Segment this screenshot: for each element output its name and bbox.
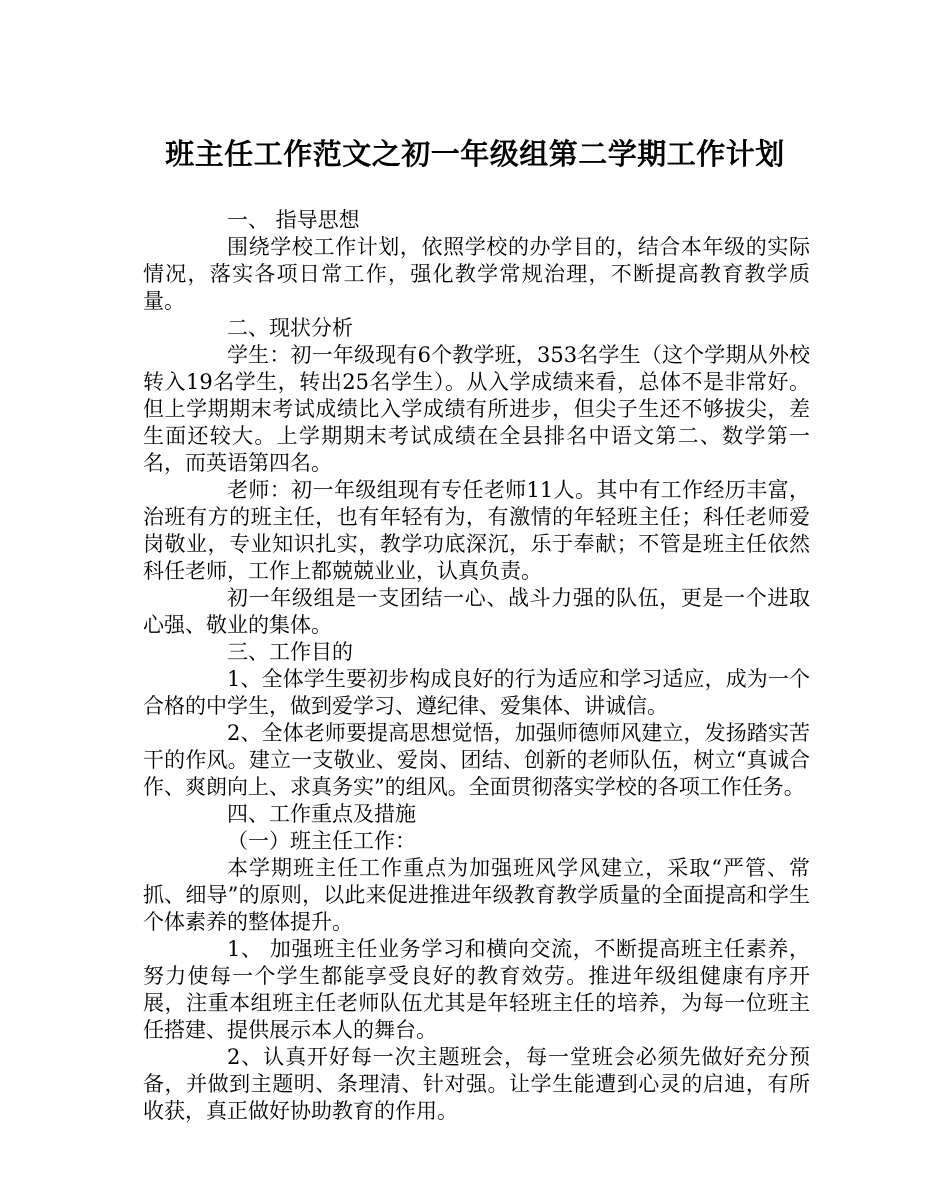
paragraph-head-teacher-focus: 本学期班主任工作重点为加强班风学风建立，采取“严管、常抓、细导”的原则，以此来促进推进年级教育教学质量的全面提高和学生个体素养的整体提升。 (143, 856, 810, 934)
paragraph-students: 学生：初一年级现有6个教学班，353名学生（这个学期从外校转入19名学生，转出25名学生）。从入学成绩来看，总体不是非常好。但上学期期末考试成绩比入学成绩有所进步，但尖子生还不够拔尖，差生面还较大。上学期期末考试成绩在全县排名中语文第二、数学第一名，而英语第四名。 (143, 343, 810, 475)
subsection-heading-head-teacher-work: （一）班主任工作： (227, 829, 416, 853)
paragraph-measure-2: 2、认真开好每一次主题班会，每一堂班会必须先做好充分预备，并做到主题明、条理清、针对强。让学生能遭到心灵的启迪，有所收获，真正做好协助教育的作用。 (143, 1045, 810, 1123)
paragraph-goal-2: 2、全体老师要提高思想觉悟，加强师德师风建立，发扬踏实苦干的作风。建立一支敬业、爱岗、团结、创新的老师队伍，树立“真诚合作、爽朗向上、求真务实”的组风。全面贯彻落实学校的各项工作任务。 (143, 721, 810, 799)
paragraph-guiding-thought: 围绕学校工作计划，依照学校的办学目的，结合本年级的实际情况，落实各项日常工作，强化教学常规治理，不断提高教育教学质量。 (143, 235, 810, 313)
paragraph-measure-1: 1、 加强班主任业务学习和横向交流，不断提高班主任素养，努力使每一个学生都能享受良好的教育效劳。推进年级组健康有序开展，注重本组班主任老师队伍尤其是年轻班主任的培养，为每一位班主任搭建、提供展示本人的舞台。 (143, 937, 810, 1042)
paragraph-team: 初一年级组是一支团结一心、战斗力强的队伍，更是一个进取心强、敬业的集体。 (143, 586, 810, 637)
section-heading-situation-analysis: 二、现状分析 (227, 316, 353, 340)
paragraph-goal-1: 1、全体学生要初步构成良好的行为适应和学习适应，成为一个合格的中学生，做到爱学习、遵纪律、爱集体、讲诚信。 (143, 667, 810, 718)
section-heading-key-measures: 四、工作重点及措施 (227, 802, 416, 826)
section-heading-guiding-thought: 一、 指导思想 (227, 208, 360, 232)
section-heading-work-goals: 三、工作目的 (227, 640, 353, 664)
document-body (143, 207, 810, 1125)
paragraph-teachers: 老师：初一年级组现有专任老师11人。其中有工作经历丰富，治班有方的班主任，也有年轻有为，有激情的年轻班主任；科任老师爱岗敬业，专业知识扎实，教学功底深沉，乐于奉献；不管是班主任依然科任老师，工作上都兢兢业业，认真负责。 (143, 478, 810, 583)
document-title: 班主任工作范文之初一年级组第二学期工作计划 (165, 137, 785, 171)
